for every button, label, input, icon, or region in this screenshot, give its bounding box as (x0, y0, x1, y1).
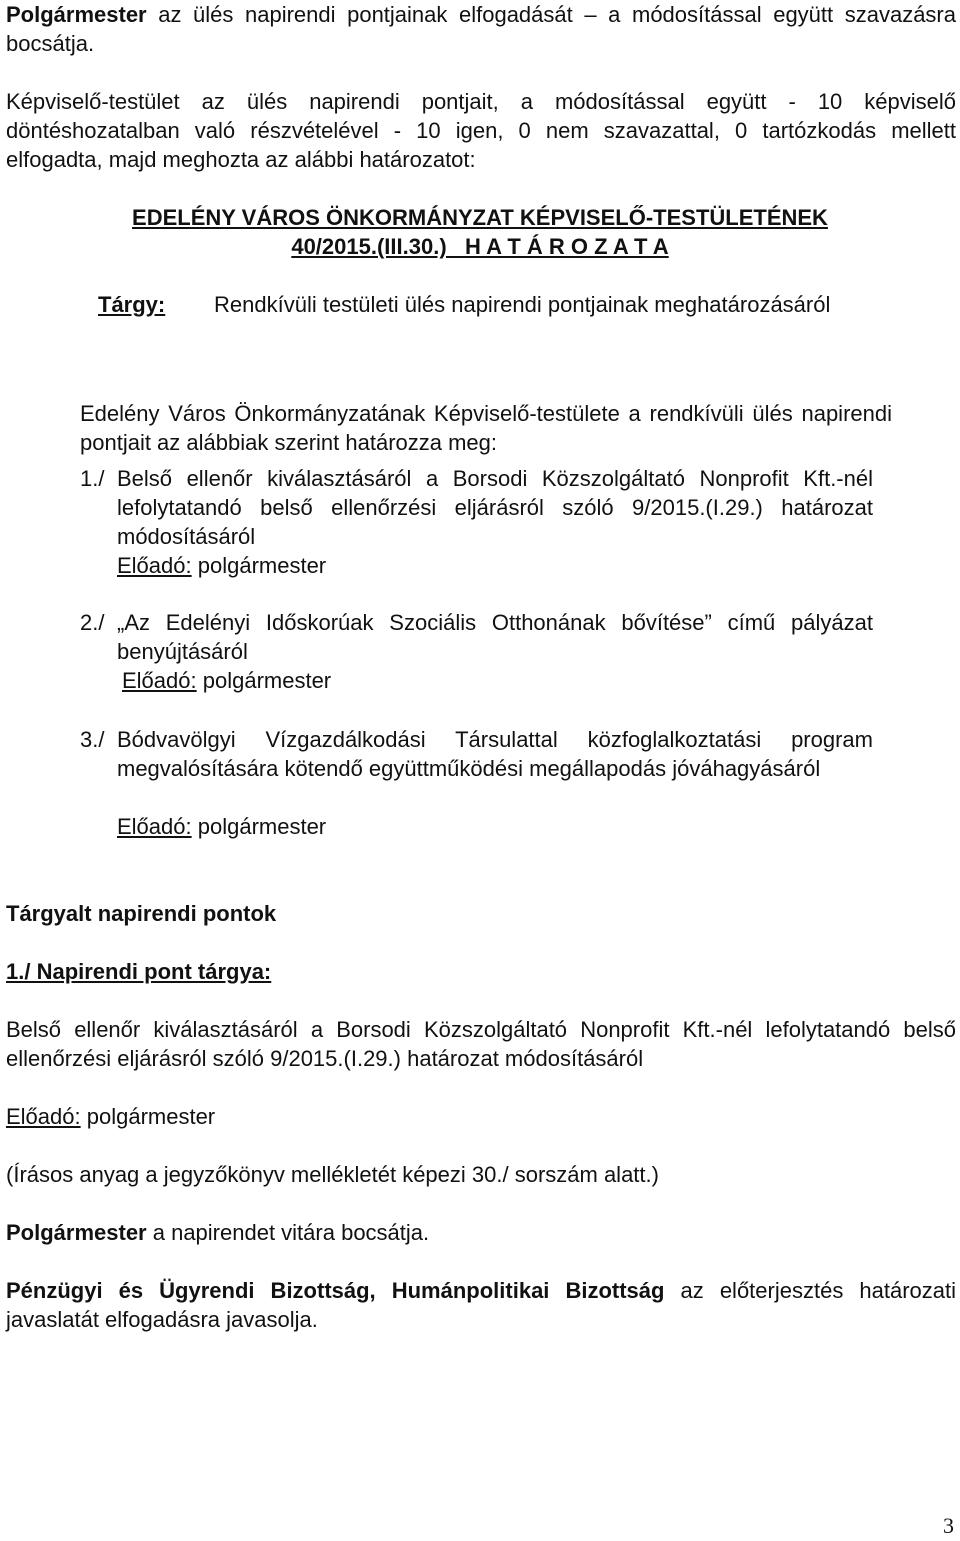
agenda-item-text: „Az Edelényi Időskorúak Szociális Otthonának bővítése” című pályázat benyújtásáról (117, 610, 873, 664)
resolution-body: Edelény Város Önkormányzatának Képviselő-testülete a rendkívüli ülés napirendi pontjait az alábbiak szerint határozza meg: (80, 401, 892, 455)
intro-bold-lead: Polgármester (6, 2, 147, 27)
resolution-subject (0, 290, 960, 350)
agenda-item-1 (0, 464, 960, 584)
presenter-label: Előadó: (117, 553, 192, 578)
debate-bold: Polgármester (6, 1220, 147, 1245)
agenda-item-text: Belső ellenőr kiválasztásáról a Borsodi Közszolgáltató Nonprofit Kft.-nél lefolytatandó belső ellenőrzési eljárásról szóló 9/2015.(I.29.) határozat módosításáról (117, 466, 873, 549)
agenda-item-presenter (117, 812, 326, 841)
presenter-name: polgármester (80, 1104, 216, 1129)
presenter-name: polgármester (196, 668, 332, 693)
agenda-item-text: Bódvavölgyi Vízgazdálkodási Társulattal közfoglalkoztatási program megvalósítására kötendő együttműködési megállapodás jóváhagyásáról (117, 727, 873, 781)
subject-text: Rendkívüli testületi ülés napirendi pontjainak meghatározásáról (214, 292, 831, 317)
attachment-note: (Írásos anyag a jegyzőkönyv mellékletét képezi 30./ sorszám alatt.) (6, 1162, 659, 1187)
debate-text: a napirendet vitára bocsátja. (146, 1220, 430, 1245)
resolution-header-line1: EDELÉNY VÁROS ÖNKORMÁNYZAT KÉPVISELŐ-TESTÜLETÉNEK (132, 205, 828, 230)
committee-text: az előterjesztés határozati javaslatát elfogadásra javasolja. (6, 1278, 956, 1332)
agenda-item-2 (0, 608, 960, 698)
agenda-item-number: 2./ (80, 610, 105, 635)
committee-paragraph (6, 1276, 956, 1334)
presenter-label: Előadó: (6, 1104, 81, 1129)
debate-paragraph (6, 1218, 956, 1247)
subject-label: Tárgy: (98, 292, 166, 317)
agenda-item-3 (0, 725, 960, 845)
agenda-item-presenter (122, 666, 331, 695)
agenda-item-number: 1./ (80, 466, 105, 491)
agenda-item-number: 3./ (80, 727, 105, 752)
discussed-heading: Tárgyalt napirendi pontok (6, 901, 277, 926)
presenter-name: polgármester (191, 814, 327, 839)
vote-paragraph: Képviselő-testület az ülés napirendi pontjait, a módosítással együtt - 10 képviselő döntéshozatalban való részvételével - 10 igen, 0 nem szavazattal, 0 tartózkodás mellett elfogadta, majd meghozta az alábbi határozatot: (6, 89, 956, 172)
presenter-label: Előadó: (117, 814, 192, 839)
intro-text: az ülés napirendi pontjainak elfogadását – a módosítással együtt szavazásra bocsátja. (6, 2, 956, 56)
discussed-item-text: Belső ellenőr kiválasztásáról a Borsodi Közszolgáltató Nonprofit Kft.-nél lefolytatandó belső ellenőrzési eljárásról szóló 9/2015.(I.29.) határozat módosításáról (6, 1017, 956, 1071)
presenter-label: Előadó: (122, 668, 197, 693)
committee-bold: Pénzügyi és Ügyrendi Bizottság, Humánpolitikai Bizottság (6, 1278, 665, 1303)
intro-paragraph (6, 0, 956, 58)
page-number: 3 (943, 1513, 954, 1538)
agenda-item-presenter (117, 551, 326, 580)
resolution-header-line2: 40/2015.(III.30.) H A T Á R O Z A T A (291, 234, 669, 259)
discussed-presenter (6, 1102, 956, 1131)
discussed-item-heading: 1./ Napirendi pont tárgya: (6, 959, 272, 984)
presenter-name: polgármester (191, 553, 327, 578)
